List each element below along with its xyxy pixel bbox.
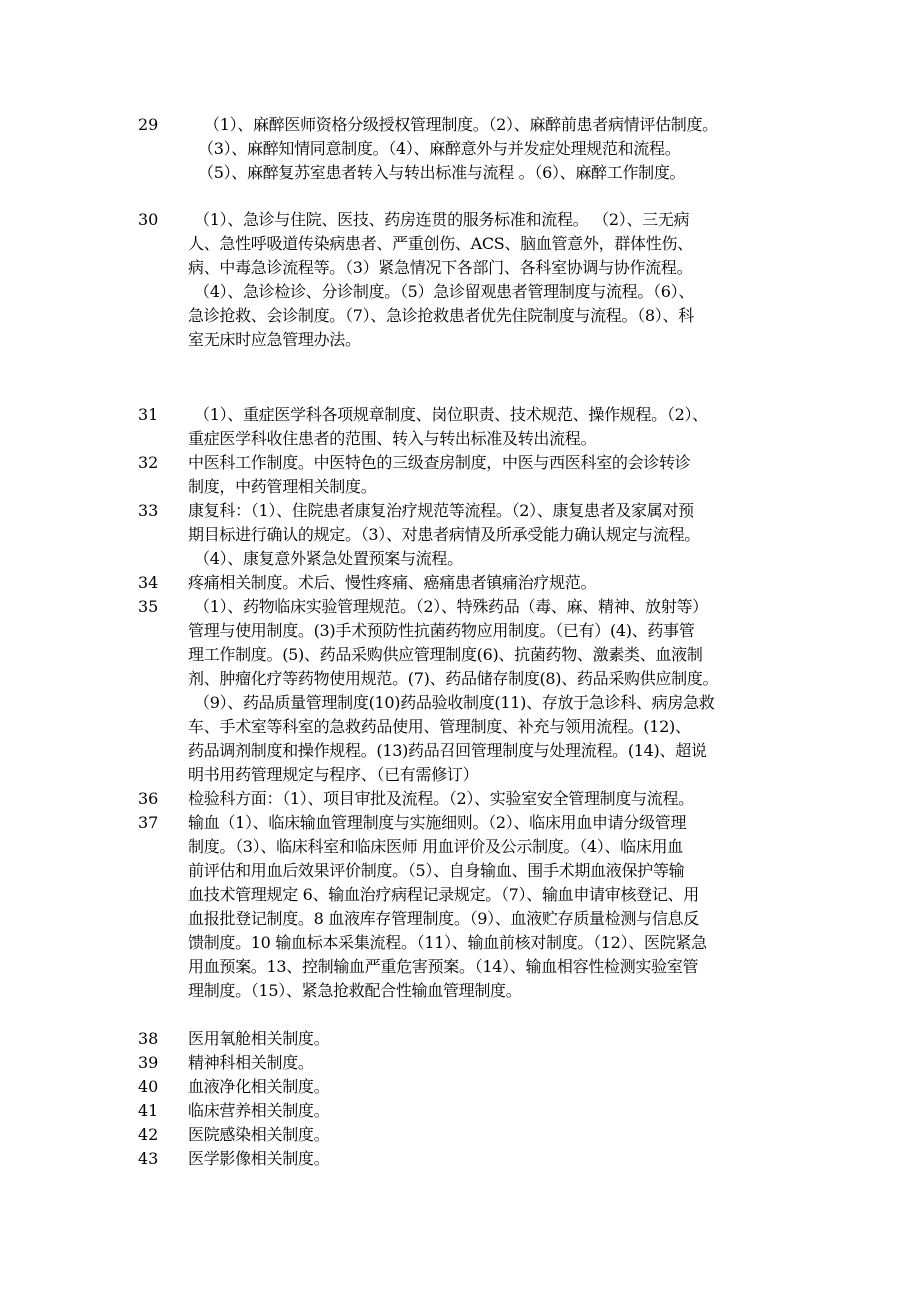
item-text <box>188 1147 788 1171</box>
item-text <box>188 1075 788 1099</box>
item-text <box>188 595 788 787</box>
text-line: 车、手术室等科室的急救药品使用、管理制度、补充与领用流程。(12)、 <box>188 717 691 736</box>
text-line: 检验科方面：（1）、项目审批及流程。（2）、实验室安全管理制度与流程。 <box>188 789 694 808</box>
item-text <box>188 571 788 595</box>
text-line: 血技术管理规定 6、输血治疗病程记录规定。（7）、输血申请审核登记、用 <box>188 885 699 904</box>
text-line: （1）、急诊与住院、医技、药房连贯的服务标准和流程。 （2）、三无病 <box>194 210 690 229</box>
item-number: 38 <box>138 1029 159 1048</box>
item-text <box>188 113 788 185</box>
item-text <box>188 403 788 451</box>
text-line: 输血（1）、临床输血管理制度与实施细则。（2）、临床用血申请分级管理 <box>188 813 687 832</box>
text-line: 病、中毒急诊流程等。（3）紧急情况下各部门、各科室协调与协作流程。 <box>188 258 693 277</box>
text-line: （1）、药物临床实验管理规范。（2）、特殊药品（毒、麻、精神、放射等） <box>194 597 708 616</box>
text-line: 制度。（3）、临床科室和临床医师 用血评价及公示制度。（4）、临床用血 <box>188 837 683 856</box>
item-number: 37 <box>138 813 159 832</box>
text-line: 血液净化相关制度。 <box>188 1077 330 1096</box>
text-line: 中医科工作制度。中医特色的三级查房制度，中医与西医科室的会诊转诊 <box>188 453 691 472</box>
text-line: 馈制度。10 输血标本采集流程。（11）、输血前核对制度。（12）、医院紧急 <box>188 933 707 952</box>
text-line: 前评估和用血后效果评价制度。（5）、自身输血、围手术期血液保护等输 <box>188 861 685 880</box>
text-line: 制度，中药管理相关制度。 <box>188 477 377 496</box>
text-line: （3）、麻醉知情同意制度。（4）、麻醉意外与并发症处理规范和流程。 <box>198 139 681 158</box>
item-text <box>188 499 788 571</box>
item-number: 32 <box>138 453 159 472</box>
item-number: 36 <box>138 789 159 808</box>
text-line: 理工作制度。(5)、药品采购供应管理制度(6)、抗菌药物、激素类、血液制 <box>188 645 703 664</box>
item-text <box>188 451 788 499</box>
text-line: 医用氧舱相关制度。 <box>188 1029 330 1048</box>
text-line: 药品调剂制度和操作规程。(13)药品召回管理制度与处理流程。(14)、超说 <box>188 741 707 760</box>
text-line: 血报批登记制度。8 血液库存管理制度。（9）、血液贮存质量检测与信息反 <box>188 909 699 928</box>
text-line: 康复科：（1）、住院患者康复治疗规范等流程。（2）、康复患者及家属对预 <box>188 501 694 520</box>
text-line: （4）、康复意外紧急处置预案与流程。 <box>194 549 463 568</box>
text-line: （5）、麻醉复苏室患者转入与转出标准与流程 。（6）、麻醉工作制度。 <box>198 163 686 182</box>
text-line: （4）、急诊检诊、分诊制度。（5）急诊留观患者管理制度与流程。（6）、 <box>194 282 695 301</box>
item-text <box>188 208 788 352</box>
text-line: 重症医学科收住患者的范围、转入与转出标准及转出流程。 <box>188 429 597 448</box>
item-text <box>188 1123 788 1147</box>
text-line: 理制度。（15）、紧急抢救配合性输血管理制度。 <box>188 981 522 1000</box>
text-line: 用血预案。13、控制输血严重危害预案。（14）、输血相容性检测实验室管 <box>188 957 699 976</box>
text-line: （9）、药品质量管理制度(10)药品验收制度(11)、存放于急诊科、病房急救 <box>194 693 715 712</box>
item-number: 40 <box>138 1077 159 1096</box>
text-line: 疼痛相关制度。术后、慢性疼痛、癌痛患者镇痛治疗规范。 <box>188 573 597 592</box>
item-number: 34 <box>138 573 159 592</box>
text-line: 精神科相关制度。 <box>188 1053 314 1072</box>
item-text <box>188 1051 788 1075</box>
item-number: 42 <box>138 1125 159 1144</box>
item-number: 35 <box>138 597 159 616</box>
text-line: 临床营养相关制度。 <box>188 1101 330 1120</box>
text-line: 明书用药管理规定与程序、（已有需修订） <box>188 765 479 784</box>
text-line: （1）、重症医学科各项规章制度、岗位职责、技术规范、操作规程。（2）、 <box>194 405 708 424</box>
item-number: 41 <box>138 1101 159 1120</box>
text-line: 急诊抢救、会诊制度。（7）、急诊抢救患者优先住院制度与流程。（8）、科 <box>188 306 694 325</box>
text-line: 医学影像相关制度。 <box>188 1149 330 1168</box>
item-number: 30 <box>138 210 159 229</box>
item-number: 39 <box>138 1053 159 1072</box>
text-line: 室无床时应急管理办法。 <box>188 330 361 349</box>
item-number: 33 <box>138 501 159 520</box>
text-line: 管理与使用制度。(3)手术预防性抗菌药物应用制度。（已有）(4)、药事管 <box>188 621 695 640</box>
item-text <box>188 1099 788 1123</box>
item-text <box>188 787 788 811</box>
text-line: 剂、肿瘤化疗等药物使用规范。(7)、药品储存制度(8)、药品采购供应制度。 <box>188 669 719 688</box>
item-number: 43 <box>138 1149 159 1168</box>
item-text <box>188 1027 788 1051</box>
text-line: 期目标进行确认的规定。（3）、对患者病情及所承受能力确认规定与流程。 <box>188 525 700 544</box>
item-text <box>188 811 788 1003</box>
text-line: 医院感染相关制度。 <box>188 1125 330 1144</box>
item-number: 29 <box>138 115 159 134</box>
item-number: 31 <box>138 405 159 424</box>
text-line: 人、急性呼吸道传染病患者、严重创伤、ACS、脑血管意外，群体性伤、 <box>188 234 693 253</box>
text-line: （1）、麻醉医师资格分级授权管理制度。（2）、麻醉前患者病情评估制度。 <box>204 115 718 134</box>
